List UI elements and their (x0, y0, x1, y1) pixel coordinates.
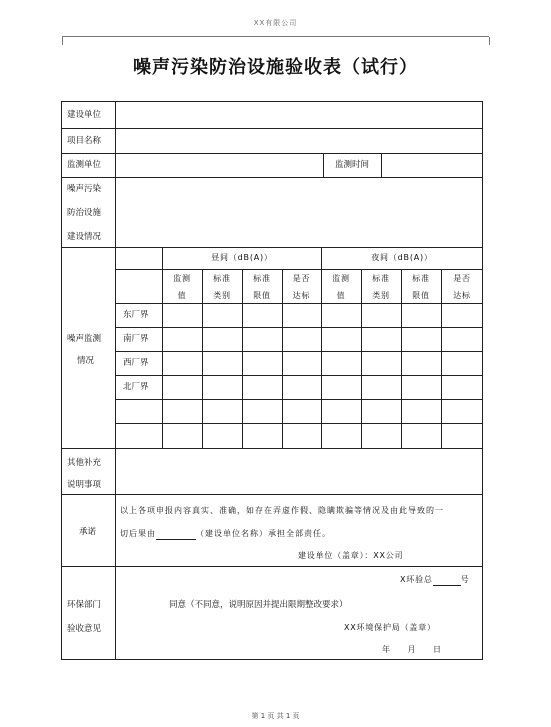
approval-date: 年 月 日 (382, 645, 442, 654)
label-noise-monitor-1: 噪声监测 (67, 334, 102, 344)
col-night-pass-2: 达标 (453, 291, 471, 300)
col-night-value-1: 监测 (332, 274, 350, 283)
row-east-boundary: 东厂界 (123, 310, 149, 320)
col-day-category-1: 标准 (213, 274, 231, 283)
doc-number-blank[interactable] (433, 576, 461, 586)
promise-line2-suffix: （建设单位名称）承担全部责任。 (196, 529, 331, 538)
header-corner-right (489, 37, 490, 45)
col-day-value-2: 值 (177, 291, 187, 300)
promise-signature: 建设单位（盖章）：XX公司 (298, 551, 404, 560)
col-night-value-2: 值 (336, 291, 346, 300)
company-name-blank[interactable] (156, 530, 196, 540)
header-rule (62, 36, 489, 37)
label-env-dept-1: 环保部门 (67, 600, 102, 610)
col-night-limit-2: 限值 (412, 291, 430, 300)
col-day-category-2: 类别 (213, 291, 231, 300)
acceptance-form (61, 101, 483, 659)
col-night-category-1: 标准 (372, 274, 390, 283)
promise-text-line1: 以上各项申报内容真实、准确，如存在弄虚作假、隐瞒欺骗等情况及由此导致的一 (120, 506, 444, 515)
row-north-boundary: 北厂界 (123, 382, 149, 392)
approval-opinion: 同意（不同意，说明原因并提出限期整改要求） (169, 600, 348, 610)
night-header: 夜间（dB(A)） (371, 253, 433, 262)
col-day-pass-2: 达标 (292, 291, 311, 300)
label-construction-unit: 建设单位 (67, 110, 102, 120)
promise-line2-prefix: 切后果由 (120, 529, 156, 538)
label-facility-1: 噪声污染 (67, 184, 102, 194)
row-south-boundary: 南厂界 (123, 334, 149, 344)
page-footer: 第 1 页 共 1 页 (251, 712, 300, 720)
label-facility-3: 建设情况 (67, 232, 102, 242)
promise-text-line2 (120, 528, 331, 540)
day-header: 昼间（dB(A)） (211, 253, 273, 262)
approval-doc-number (400, 574, 470, 586)
header-corner-left (62, 37, 63, 45)
label-other-2: 说明事项 (67, 480, 102, 490)
label-monitor-unit: 监测单位 (67, 160, 102, 170)
label-facility-2: 防治设施 (67, 208, 102, 218)
row-west-boundary: 西厂界 (123, 358, 149, 368)
doc-number-suffix: 号 (460, 575, 470, 584)
col-night-category-2: 类别 (372, 291, 390, 300)
label-monitor-time: 监测时间 (335, 160, 370, 170)
document-title: 噪声污染防治设施验收表（试行） (133, 57, 418, 78)
label-noise-monitor-2: 情况 (77, 356, 95, 366)
col-day-limit-1: 标准 (253, 274, 271, 283)
col-day-pass-1: 是否 (292, 274, 311, 283)
label-other-1: 其他补充 (67, 458, 102, 468)
label-promise: 承诺 (79, 527, 97, 537)
header-company: XX有限公司 (253, 19, 298, 27)
doc-number-prefix: X环验总 (400, 575, 433, 584)
approval-bureau: XX环境保护局（盖章） (344, 623, 436, 632)
label-env-dept-2: 验收意见 (67, 624, 102, 634)
col-night-pass-1: 是否 (453, 274, 471, 283)
col-day-value-1: 监测 (173, 274, 191, 283)
col-day-limit-2: 限值 (253, 291, 271, 300)
label-project-name: 项目名称 (67, 136, 102, 146)
col-night-limit-1: 标准 (412, 274, 430, 283)
